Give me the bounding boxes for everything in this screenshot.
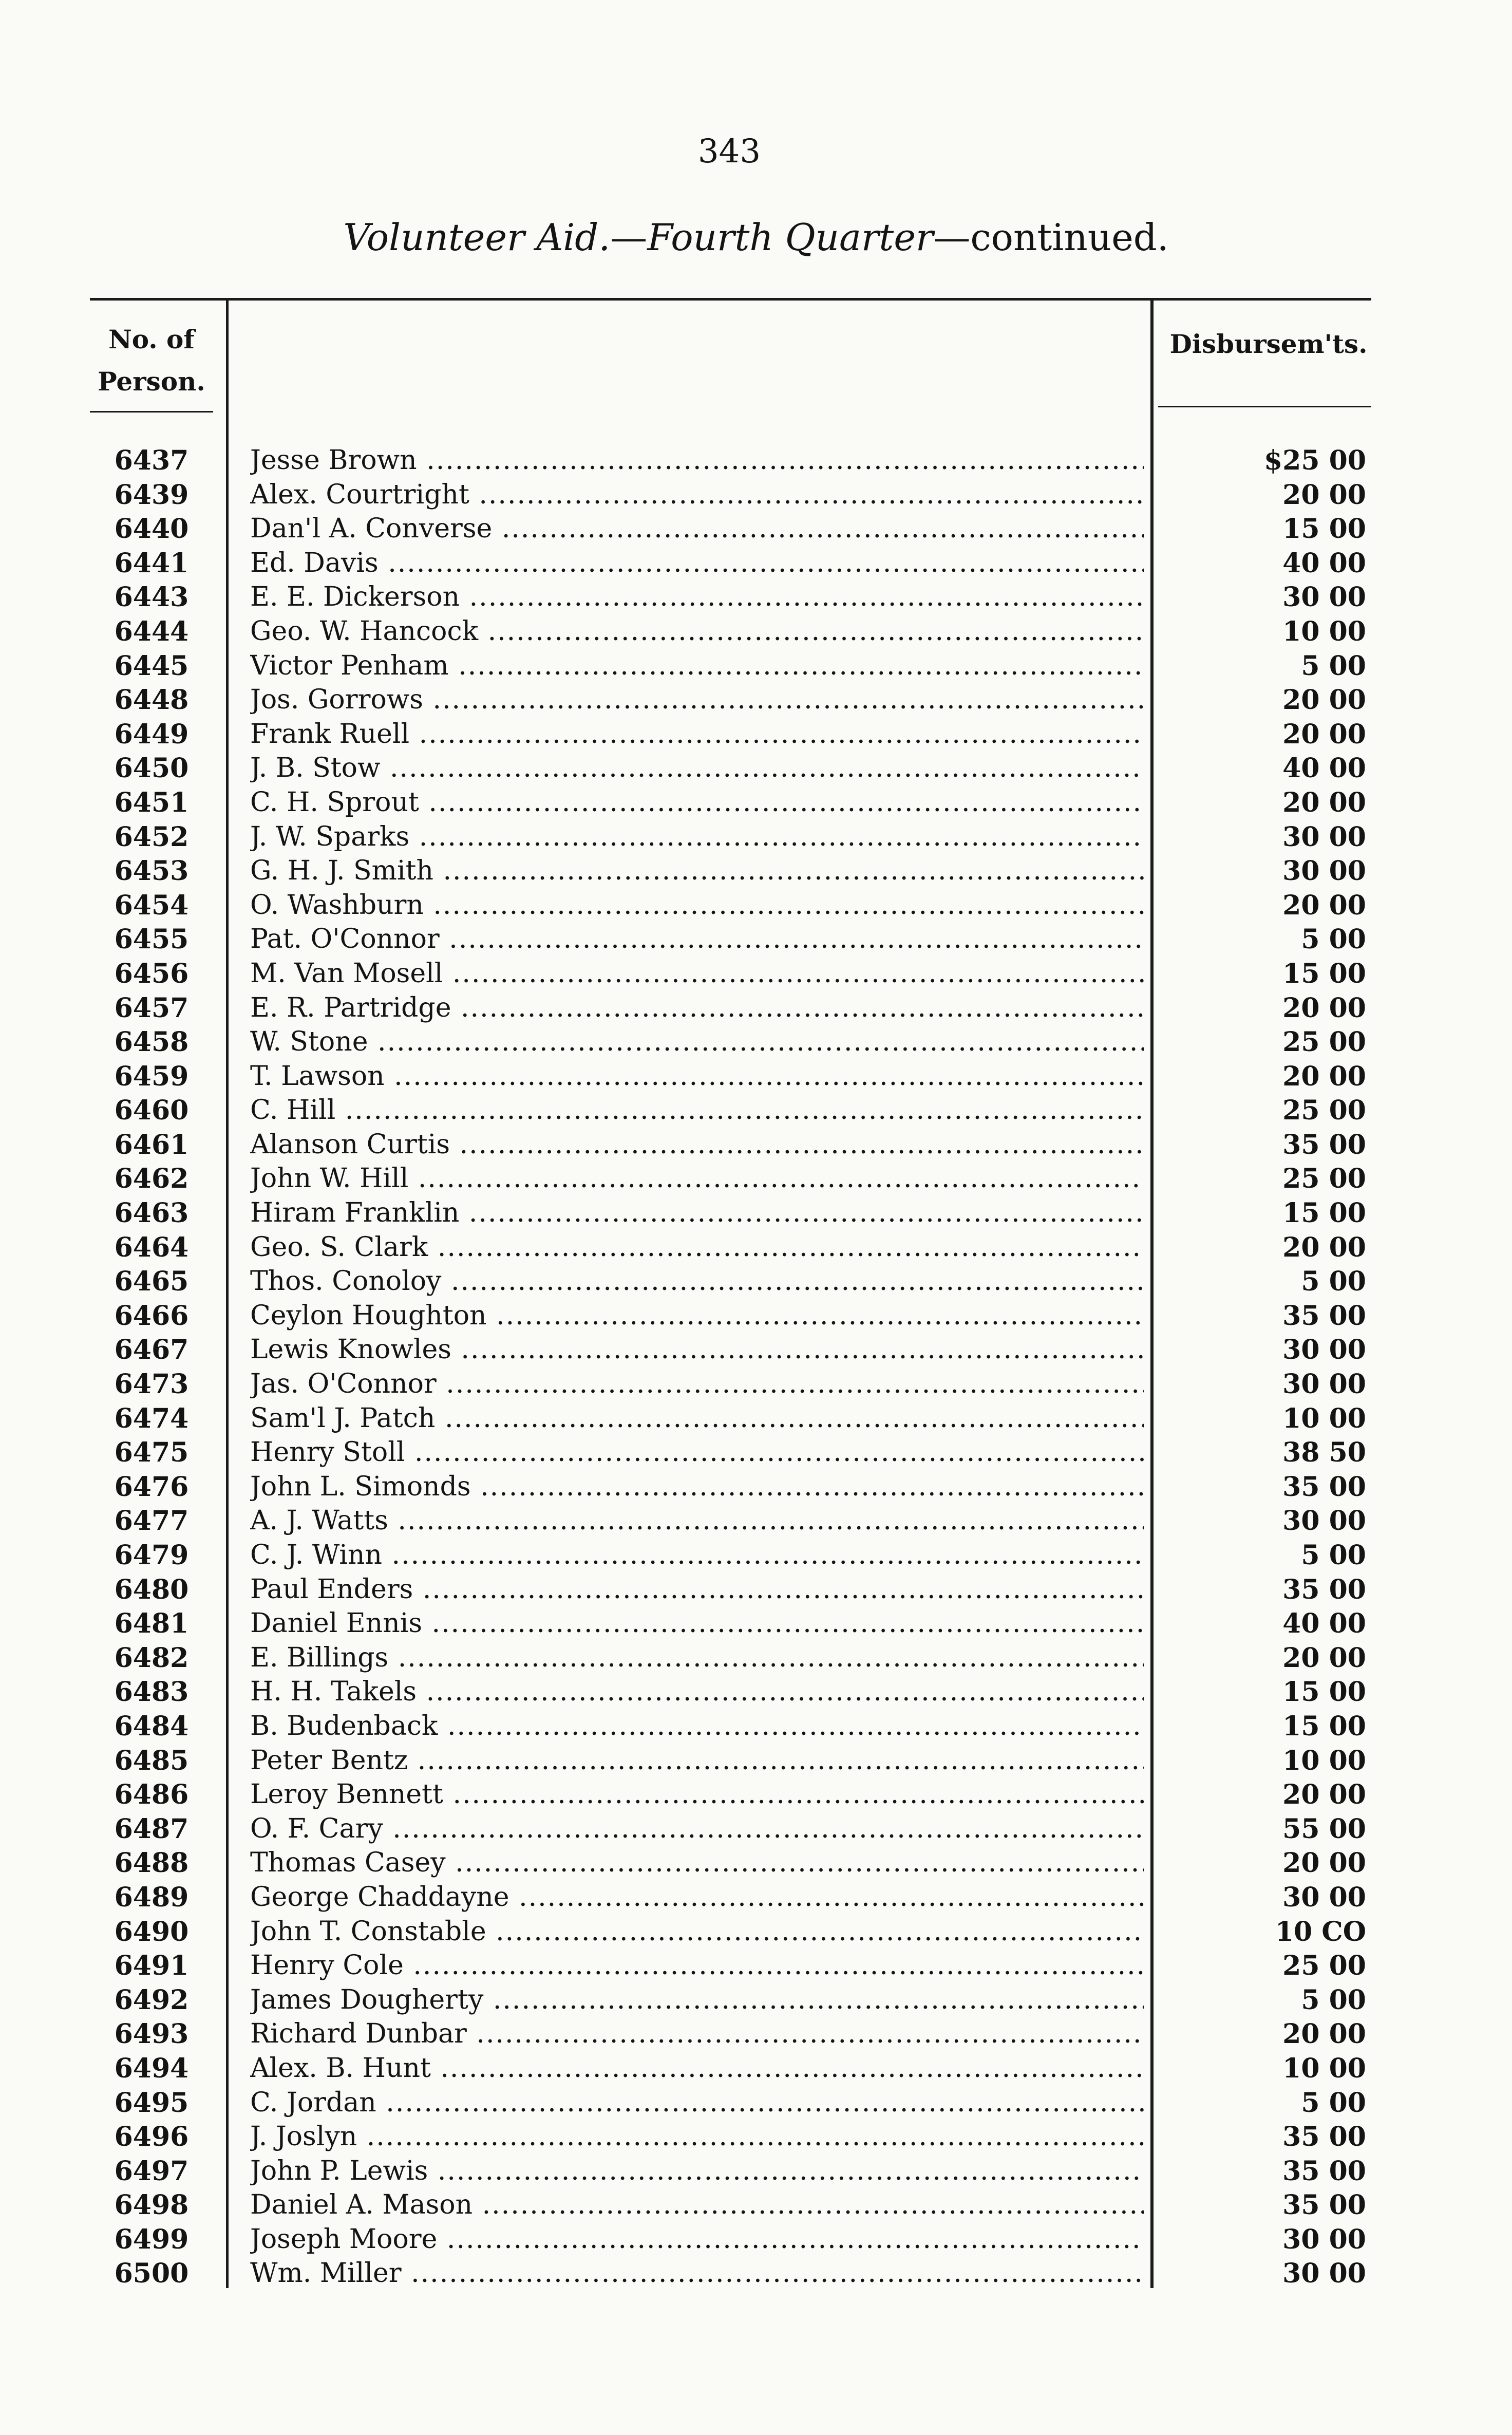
person-number: 6487: [114, 1813, 189, 1845]
ledger-row: [0, 1163, 1512, 1197]
person-name: C. J. Winn .....: [250, 1540, 1144, 1570]
ledger-row: [0, 2224, 1512, 2258]
person-name: John W. Hill .....: [250, 1163, 1144, 1194]
ledger-row: [0, 2018, 1512, 2053]
person-name: B. Budenback .....: [250, 1711, 1144, 1741]
disbursement-amount: 15 00: [1282, 1710, 1366, 1742]
disbursement-amount: 20 00: [1282, 684, 1366, 716]
person-name: Frank Ruell .....: [250, 719, 1144, 750]
disbursement-amount: 25 00: [1282, 1095, 1366, 1127]
person-number: 6476: [114, 1471, 189, 1503]
ledger-row: [0, 1745, 1512, 1780]
person-name: Pat. O'Connor .....: [250, 924, 1144, 954]
ledger-row: [0, 1334, 1512, 1369]
person-name: J. W. Sparks .....: [250, 821, 1144, 852]
person-number: 6480: [114, 1574, 189, 1605]
person-number: 6444: [114, 615, 189, 647]
person-number: 6481: [114, 1608, 189, 1640]
person-number: 6456: [114, 958, 189, 989]
person-number: 6467: [114, 1334, 189, 1366]
disbursement-amount: 30 00: [1282, 1881, 1366, 1913]
person-name: E. E. Dickerson .....: [250, 582, 1144, 612]
ledger-row: [0, 1061, 1512, 1095]
disbursement-amount: 20 00: [1282, 889, 1366, 921]
person-name: John T. Constable .....: [250, 1916, 1144, 1947]
person-number: 6464: [114, 1231, 189, 1263]
ledger-row: [0, 684, 1512, 719]
disbursement-amount: 20 00: [1282, 1847, 1366, 1879]
number-header-line-2: Person.: [98, 366, 205, 397]
disbursement-amount: 5 00: [1301, 1984, 1366, 2016]
disbursement-amount: 55 00: [1282, 1813, 1366, 1845]
ledger-row: [0, 2087, 1512, 2122]
ledger-row: [0, 1847, 1512, 1882]
ledger-row: [0, 1676, 1512, 1711]
person-number: 6493: [114, 2018, 189, 2050]
disbursement-amount: 20 00: [1282, 992, 1366, 1024]
person-name: John L. Simonds .....: [250, 1471, 1144, 1502]
ledger-row: [0, 1232, 1512, 1266]
person-number: 6450: [114, 753, 189, 784]
disbursement-amount: 15 00: [1282, 958, 1366, 989]
person-name: Henry Cole .....: [250, 1950, 1144, 1981]
title-space: [773, 216, 785, 259]
disbursement-amount: 35 00: [1282, 2121, 1366, 2153]
ledger-row: [0, 1540, 1512, 1574]
disbursement-amount: 10 00: [1282, 1402, 1366, 1434]
person-number: 6482: [114, 1642, 189, 1674]
person-name: Thos. Conoloy .....: [250, 1266, 1144, 1297]
disbursement-amount: 15 00: [1282, 1676, 1366, 1708]
ledger-row: [0, 582, 1512, 616]
person-number: 6473: [114, 1369, 189, 1400]
person-name: Jos. Gorrows .....: [250, 684, 1144, 715]
ledger-row: [0, 1403, 1512, 1437]
disbursement-amount: 35 00: [1282, 1574, 1366, 1605]
disbursement-amount: 30 00: [1282, 2223, 1366, 2255]
person-number: 6462: [114, 1163, 189, 1195]
ledger-row: [0, 787, 1512, 821]
person-number: 6486: [114, 1779, 189, 1811]
person-number: 6485: [114, 1745, 189, 1776]
page-title: [0, 216, 1512, 259]
person-name: W. Stone .....: [250, 1026, 1144, 1057]
person-number: 6455: [114, 924, 189, 956]
ledger-row: [0, 1129, 1512, 1164]
ledger-row: [0, 1266, 1512, 1300]
person-number: 6475: [114, 1437, 189, 1469]
person-name: Hiram Franklin .....: [250, 1197, 1144, 1228]
disbursement-amount: 20 00: [1282, 718, 1366, 750]
person-name: M. Van Mosell .....: [250, 958, 1144, 989]
person-name: Wm. Miller .....: [250, 2258, 1144, 2289]
person-name: C. Jordan .....: [250, 2087, 1144, 2118]
person-name: Leroy Bennett .....: [250, 1779, 1144, 1810]
ledger-row: [0, 1882, 1512, 1916]
disbursement-amount: 38 50: [1282, 1437, 1366, 1469]
ledger-row: [0, 1813, 1512, 1848]
person-name: E. R. Partridge .....: [250, 992, 1144, 1023]
ledger-row: [0, 1095, 1512, 1129]
disbursement-amount: 10 00: [1282, 615, 1366, 647]
person-number: 6483: [114, 1676, 189, 1708]
person-number: 6460: [114, 1095, 189, 1127]
ledger-row: [0, 1608, 1512, 1642]
person-number: 6466: [114, 1300, 189, 1332]
ledger-row: [0, 719, 1512, 753]
disbursement-amount: 20 00: [1282, 1779, 1366, 1811]
person-number: 6451: [114, 786, 189, 818]
person-number: 6498: [114, 2189, 189, 2221]
person-number: 6484: [114, 1710, 189, 1742]
disbursement-amount: 35 00: [1282, 2155, 1366, 2187]
title-part-1: Volunteer Aid.: [343, 216, 611, 259]
disbursement-amount: 30 00: [1282, 1505, 1366, 1537]
disbursement-amount: 5 00: [1301, 924, 1366, 956]
person-number: 6497: [114, 2155, 189, 2187]
person-number: 6479: [114, 1540, 189, 1571]
person-name: Peter Bentz .....: [250, 1745, 1144, 1776]
person-number: 6489: [114, 1881, 189, 1913]
disbursement-amount: 10 CO: [1275, 1916, 1366, 1947]
disbursement-amount: 20 00: [1282, 1060, 1366, 1092]
person-number: 6457: [114, 992, 189, 1024]
ledger-row: [0, 1916, 1512, 1951]
person-number: 6465: [114, 1266, 189, 1298]
disbursement-amount: 40 00: [1282, 753, 1366, 784]
disbursement-amount: 15 00: [1282, 1197, 1366, 1229]
disbursement-amount: 20 00: [1282, 1642, 1366, 1674]
ledger-row: [0, 958, 1512, 992]
person-number: 6477: [114, 1505, 189, 1537]
person-number: 6458: [114, 1026, 189, 1058]
person-name: Victor Penham .....: [250, 650, 1144, 681]
ledger-row: [0, 548, 1512, 582]
ledger-row: [0, 1369, 1512, 1403]
number-header-line-1: No. of: [108, 324, 195, 354]
disbursement-amount: 35 00: [1282, 1300, 1366, 1332]
disbursement-amount: 20 00: [1282, 479, 1366, 511]
person-number: 6461: [114, 1129, 189, 1160]
person-name: John P. Lewis .....: [250, 2156, 1144, 2186]
number-column-header: [77, 319, 226, 403]
person-name: Daniel A. Mason .....: [250, 2189, 1144, 2220]
person-name: Jesse Brown .....: [250, 445, 1144, 476]
person-number: 6441: [114, 547, 189, 579]
ledger-row: [0, 1471, 1512, 1506]
person-number: 6449: [114, 718, 189, 750]
person-number: 6439: [114, 479, 189, 511]
ledger-row: [0, 1642, 1512, 1677]
ledger-row: [0, 2156, 1512, 2190]
ledger-row: [0, 1779, 1512, 1813]
disbursement-amount: 5 00: [1301, 1266, 1366, 1298]
ledger-row: [0, 445, 1512, 479]
ledger-row: [0, 616, 1512, 650]
top-rule: [90, 298, 1371, 301]
ledger-row: [0, 1300, 1512, 1335]
page-number: 343: [697, 133, 761, 171]
person-name: J. B. Stow .....: [250, 753, 1144, 783]
ledger-row: [0, 2121, 1512, 2156]
ledger-row: [0, 1505, 1512, 1540]
disbursement-amount: 30 00: [1282, 2258, 1366, 2290]
person-name: Alex. B. Hunt .....: [250, 2053, 1144, 2084]
person-number: 6440: [114, 513, 189, 545]
person-name: T. Lawson .....: [250, 1061, 1144, 1092]
person-name: Thomas Casey .....: [250, 1847, 1144, 1878]
disbursement-amount: 5 00: [1301, 1540, 1366, 1571]
disbursement-amount: 30 00: [1282, 1334, 1366, 1366]
person-number: 6494: [114, 2052, 189, 2084]
disbursement-amount: 30 00: [1282, 821, 1366, 853]
disbursement-amount: 35 00: [1282, 1471, 1366, 1503]
ledger-row: [0, 924, 1512, 958]
header-underline-disbursements: [1158, 406, 1371, 407]
disbursement-amount: 30 00: [1282, 855, 1366, 887]
person-name: E. Billings .....: [250, 1642, 1144, 1673]
ledger-row: [0, 2258, 1512, 2292]
ledger-row: [0, 1950, 1512, 1984]
person-name: H. H. Takels .....: [250, 1676, 1144, 1707]
ledger-row: [0, 650, 1512, 685]
person-name: Jas. O'Connor .....: [250, 1369, 1144, 1399]
person-number: 6490: [114, 1916, 189, 1947]
title-part-4: continued.: [970, 216, 1169, 259]
person-number: 6495: [114, 2087, 189, 2119]
person-number: 6437: [114, 445, 189, 476]
disbursement-amount: 40 00: [1282, 1608, 1366, 1640]
person-name: Alex. Courtright .....: [250, 479, 1144, 510]
person-name: Alanson Curtis .....: [250, 1129, 1144, 1160]
person-number: 6445: [114, 650, 189, 682]
person-number: 6500: [114, 2258, 189, 2290]
ledger-row: [0, 1437, 1512, 1471]
ledger-row: [0, 1574, 1512, 1608]
ledger-row: [0, 1711, 1512, 1745]
header-underline-number: [90, 411, 213, 413]
title-part-2: Fourth: [647, 216, 773, 259]
disbursement-amount: 30 00: [1282, 1369, 1366, 1400]
person-name: O. F. Cary .....: [250, 1813, 1144, 1844]
disbursement-amount: 10 00: [1282, 1745, 1366, 1776]
disbursement-amount: 5 00: [1301, 2087, 1366, 2119]
disbursement-amount: 20 00: [1282, 2018, 1366, 2050]
disbursement-amount: 35 00: [1282, 2189, 1366, 2221]
person-name: Ed. Davis .....: [250, 548, 1144, 578]
person-number: 6452: [114, 821, 189, 853]
title-dash-1: —: [610, 216, 648, 259]
title-dash-2: —: [933, 216, 971, 259]
person-name: Daniel Ennis .....: [250, 1608, 1144, 1639]
disbursement-amount: 40 00: [1282, 547, 1366, 579]
person-number: 6474: [114, 1402, 189, 1434]
ledger-row: [0, 1026, 1512, 1061]
person-number: 6459: [114, 1060, 189, 1092]
ledger-row: [0, 2189, 1512, 2224]
disbursement-amount: $25 00: [1263, 445, 1366, 476]
disbursement-amount: 15 00: [1282, 513, 1366, 545]
person-name: Geo. W. Hancock .....: [250, 616, 1144, 647]
person-number: 6492: [114, 1984, 189, 2016]
disbursement-amount: 20 00: [1282, 786, 1366, 818]
ledger-row: [0, 2053, 1512, 2087]
person-name: Henry Stoll .....: [250, 1437, 1144, 1468]
person-number: 6454: [114, 889, 189, 921]
disbursement-amount: 35 00: [1282, 1129, 1366, 1160]
disbursement-amount: 25 00: [1282, 1163, 1366, 1195]
person-number: 6453: [114, 855, 189, 887]
person-name: George Chaddayne .....: [250, 1882, 1144, 1913]
ledger-row: [0, 479, 1512, 514]
disbursement-amount: 5 00: [1301, 650, 1366, 682]
ledger-row: [0, 1197, 1512, 1232]
person-name: G. H. J. Smith .....: [250, 855, 1144, 886]
title-part-3: Quarter: [785, 216, 934, 259]
person-name: C. H. Sprout .....: [250, 787, 1144, 818]
person-number: 6496: [114, 2121, 189, 2153]
ledger-row: [0, 753, 1512, 787]
person-name: Dan'l A. Converse .....: [250, 513, 1144, 544]
disbursement-amount: 30 00: [1282, 582, 1366, 613]
person-number: 6499: [114, 2223, 189, 2255]
person-name: Lewis Knowles .....: [250, 1334, 1144, 1365]
ledger-row: [0, 992, 1512, 1027]
disbursement-amount: 25 00: [1282, 1026, 1366, 1058]
person-name: J. Joslyn .....: [250, 2121, 1144, 2152]
person-number: 6491: [114, 1950, 189, 1982]
person-name: Joseph Moore .....: [250, 2224, 1144, 2255]
ledger-row: [0, 890, 1512, 924]
ledger-rows: [0, 445, 1512, 2292]
person-name: Richard Dunbar .....: [250, 2018, 1144, 2049]
person-name: James Dougherty .....: [250, 1984, 1144, 2015]
person-name: O. Washburn .....: [250, 890, 1144, 921]
person-name: Paul Enders .....: [250, 1574, 1144, 1605]
person-name: C. Hill .....: [250, 1095, 1144, 1126]
disbursement-amount: 25 00: [1282, 1950, 1366, 1982]
ledger-row: [0, 513, 1512, 548]
disbursement-amount: 20 00: [1282, 1231, 1366, 1263]
disbursements-column-header: Disbursem'ts.: [1169, 329, 1368, 359]
ledger-row: [0, 1984, 1512, 2019]
person-name: Ceylon Houghton .....: [250, 1300, 1144, 1331]
ledger-row: [0, 855, 1512, 890]
person-name: A. J. Watts .....: [250, 1505, 1144, 1536]
person-number: 6463: [114, 1197, 189, 1229]
person-number: 6443: [114, 582, 189, 613]
person-number: 6488: [114, 1847, 189, 1879]
person-name: Sam'l J. Patch .....: [250, 1403, 1144, 1434]
disbursement-amount: 10 00: [1282, 2052, 1366, 2084]
person-number: 6448: [114, 684, 189, 716]
person-name: Geo. S. Clark .....: [250, 1232, 1144, 1263]
ledger-row: [0, 821, 1512, 856]
